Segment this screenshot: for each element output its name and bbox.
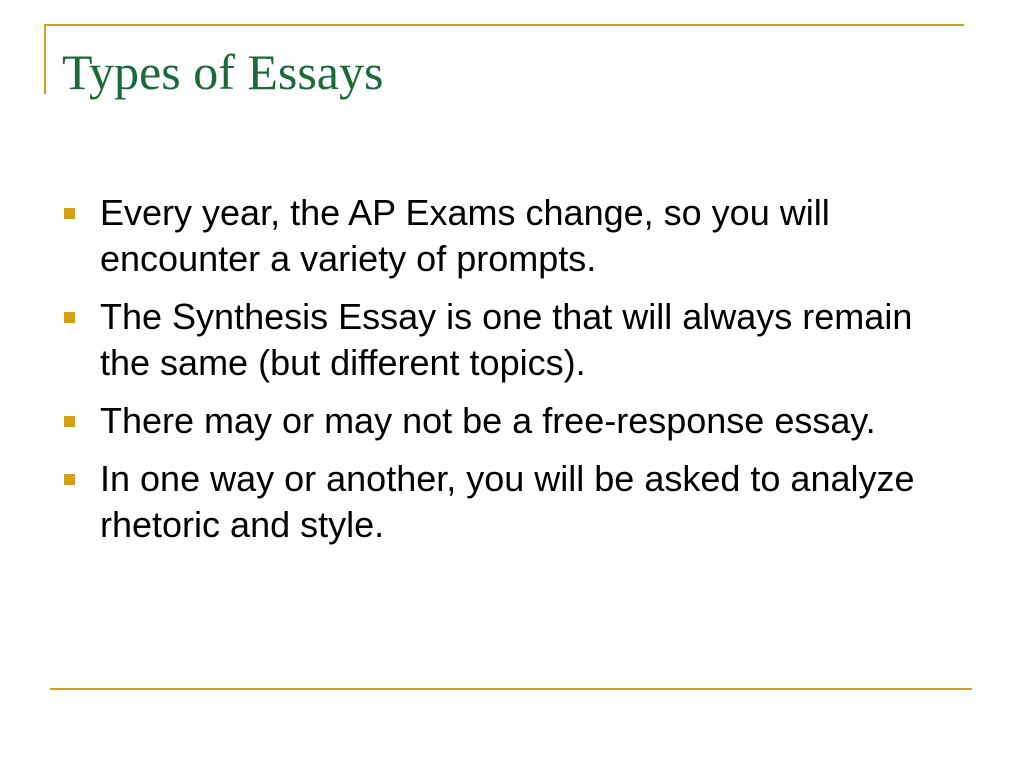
- bullet-text: There may or may not be a free-response essay.: [100, 400, 876, 441]
- bullet-item: [62, 190, 942, 282]
- square-bullet-icon: [64, 416, 75, 427]
- bullet-item: [62, 398, 942, 444]
- bullet-item: [62, 294, 942, 386]
- bottom-divider-line: [50, 688, 972, 690]
- bullet-list: [62, 190, 942, 560]
- bullet-text: In one way or another, you will be asked to analyze rhetoric and style.: [100, 458, 915, 545]
- bullet-text: Every year, the AP Exams change, so you will encounter a variety of prompts.: [100, 192, 830, 279]
- square-bullet-icon: [64, 208, 75, 219]
- square-bullet-icon: [64, 474, 75, 485]
- bullet-item: [62, 456, 942, 548]
- top-divider-line: [44, 24, 964, 26]
- square-bullet-icon: [64, 312, 75, 323]
- slide-title: Types of Essays: [62, 44, 384, 100]
- left-accent-line: [44, 24, 46, 94]
- bullet-text: The Synthesis Essay is one that will always remain the same (but different topics).: [100, 296, 913, 383]
